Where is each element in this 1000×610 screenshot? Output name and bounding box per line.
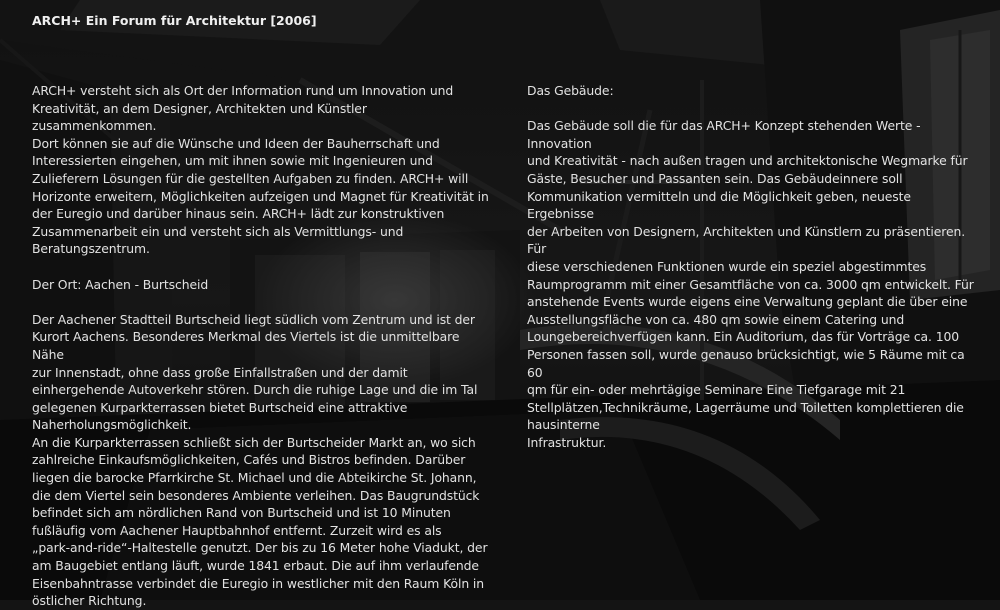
- page-title: ARCH+ Ein Forum für Architektur [2006]: [32, 13, 317, 28]
- building-paragraph: Das Gebäude soll die für das ARCH+ Konzept stehenden Werte - Innovation und Kreativität - nach außen tragen und architektonische Wegmarke für Gäste, Besucher und Passanten sein. Das Gebäudeinnere soll Kommunikation vermitteln und die Möglichkeit geben, neueste Ergebnisse der Arbeiten von Designern, Architekten und Künstlern zu präsentieren. Für diese verschiedenen Funktionen wurde ein speziel abgestimmtes Raumprogramm mit einer Gesamtfläche von ca. 3000 qm entwickelt. Für anstehende Events wurde eigens eine Verwaltung geplant die über eine Ausstellungsfläche von ca. 480 qm sowie einem Catering und Loungebereichverfügen kann. Ein Auditorium, das für Vorträge ca. 100 Personen fassen soll, wurde genauso brücksichtigt, wie 5 Räume mit ca 60 qm für ein- oder mehrtägige Seminare Eine Tiefgarage mit 21 Stellplätzen,Technikräume, Lagerräume und Toiletten komplettieren die hausinterne Infrastruktur.: [527, 118, 974, 450]
- building-heading: Das Gebäude:: [527, 83, 614, 98]
- paragraph-spacer: [527, 100, 979, 118]
- paragraph-spacer: [32, 258, 494, 276]
- right-text-column: [527, 82, 979, 451]
- location-paragraph-2: An die Kurparkterrassen schließt sich der Burtscheider Markt an, wo sich zahlreiche Einkaufsmöglichkeiten, Cafés und Bistros befinden. Darüber liegen die barocke Pfarrkirche St. Michael und die Abteikirche St. Johann, die dem Viertel sein besonderes Ambiente verleihen. Das Baugrundstück befindet sich am nördlichen Rand von Burtscheid und ist 10 Minuten fußläufig vom Aachener Hauptbahnhof entfernt. Zurzeit wird es als „park-and-ride“-Haltestelle genutzt. Der bis zu 16 Meter hohe Viadukt, der am Baugebiet entlang läuft, wurde 1841 erbaut. Die auf ihm verlaufende Eisenbahntrasse verbindet die Euregio in westlicher mit den Raum Köln in östlicher Richtung.: [32, 434, 488, 609]
- intro-paragraph: ARCH+ versteht sich als Ort der Information rund um Innovation und Kreativität, an dem Designer, Architekten und Künstler zusammenkommen. Dort können sie auf die Wünsche und Ideen der Bauherrschaft und Interessierten eingehen, um mit ihnen sowie mit Ingenieuren und Zulieferern Lösungen für die gestellten Aufgaben zu finden. ARCH+ will Horizonte erweitern, Möglichkeiten aufzeigen und Magnet für Kreativität in der Euregio und darüber hinaus sein. ARCH+ lädt zur konstruktiven Zusammenarbeit ein und versteht sich als Vermittlungs- und Beratungszentrum.: [32, 83, 489, 257]
- location-heading: Der Ort: Aachen - Burtscheid: [32, 276, 209, 292]
- paragraph-spacer: [32, 293, 494, 311]
- left-text-column: [32, 82, 494, 610]
- location-paragraph-1: Der Aachener Stadtteil Burtscheid liegt südlich vom Zentrum und ist der Kurort Aachens. Besonderes Merkmal des Viertels ist die unmittelbare Nähe zur Innenstadt, ohne dass große Einfallstraßen und der damit einhergehende Autoverkehr stören. Durch die ruhige Lage und die im Tal gelegenen Kurparkterrassen bietet Burtscheid eine attraktive Naherholungsmöglichkeit.: [32, 311, 478, 433]
